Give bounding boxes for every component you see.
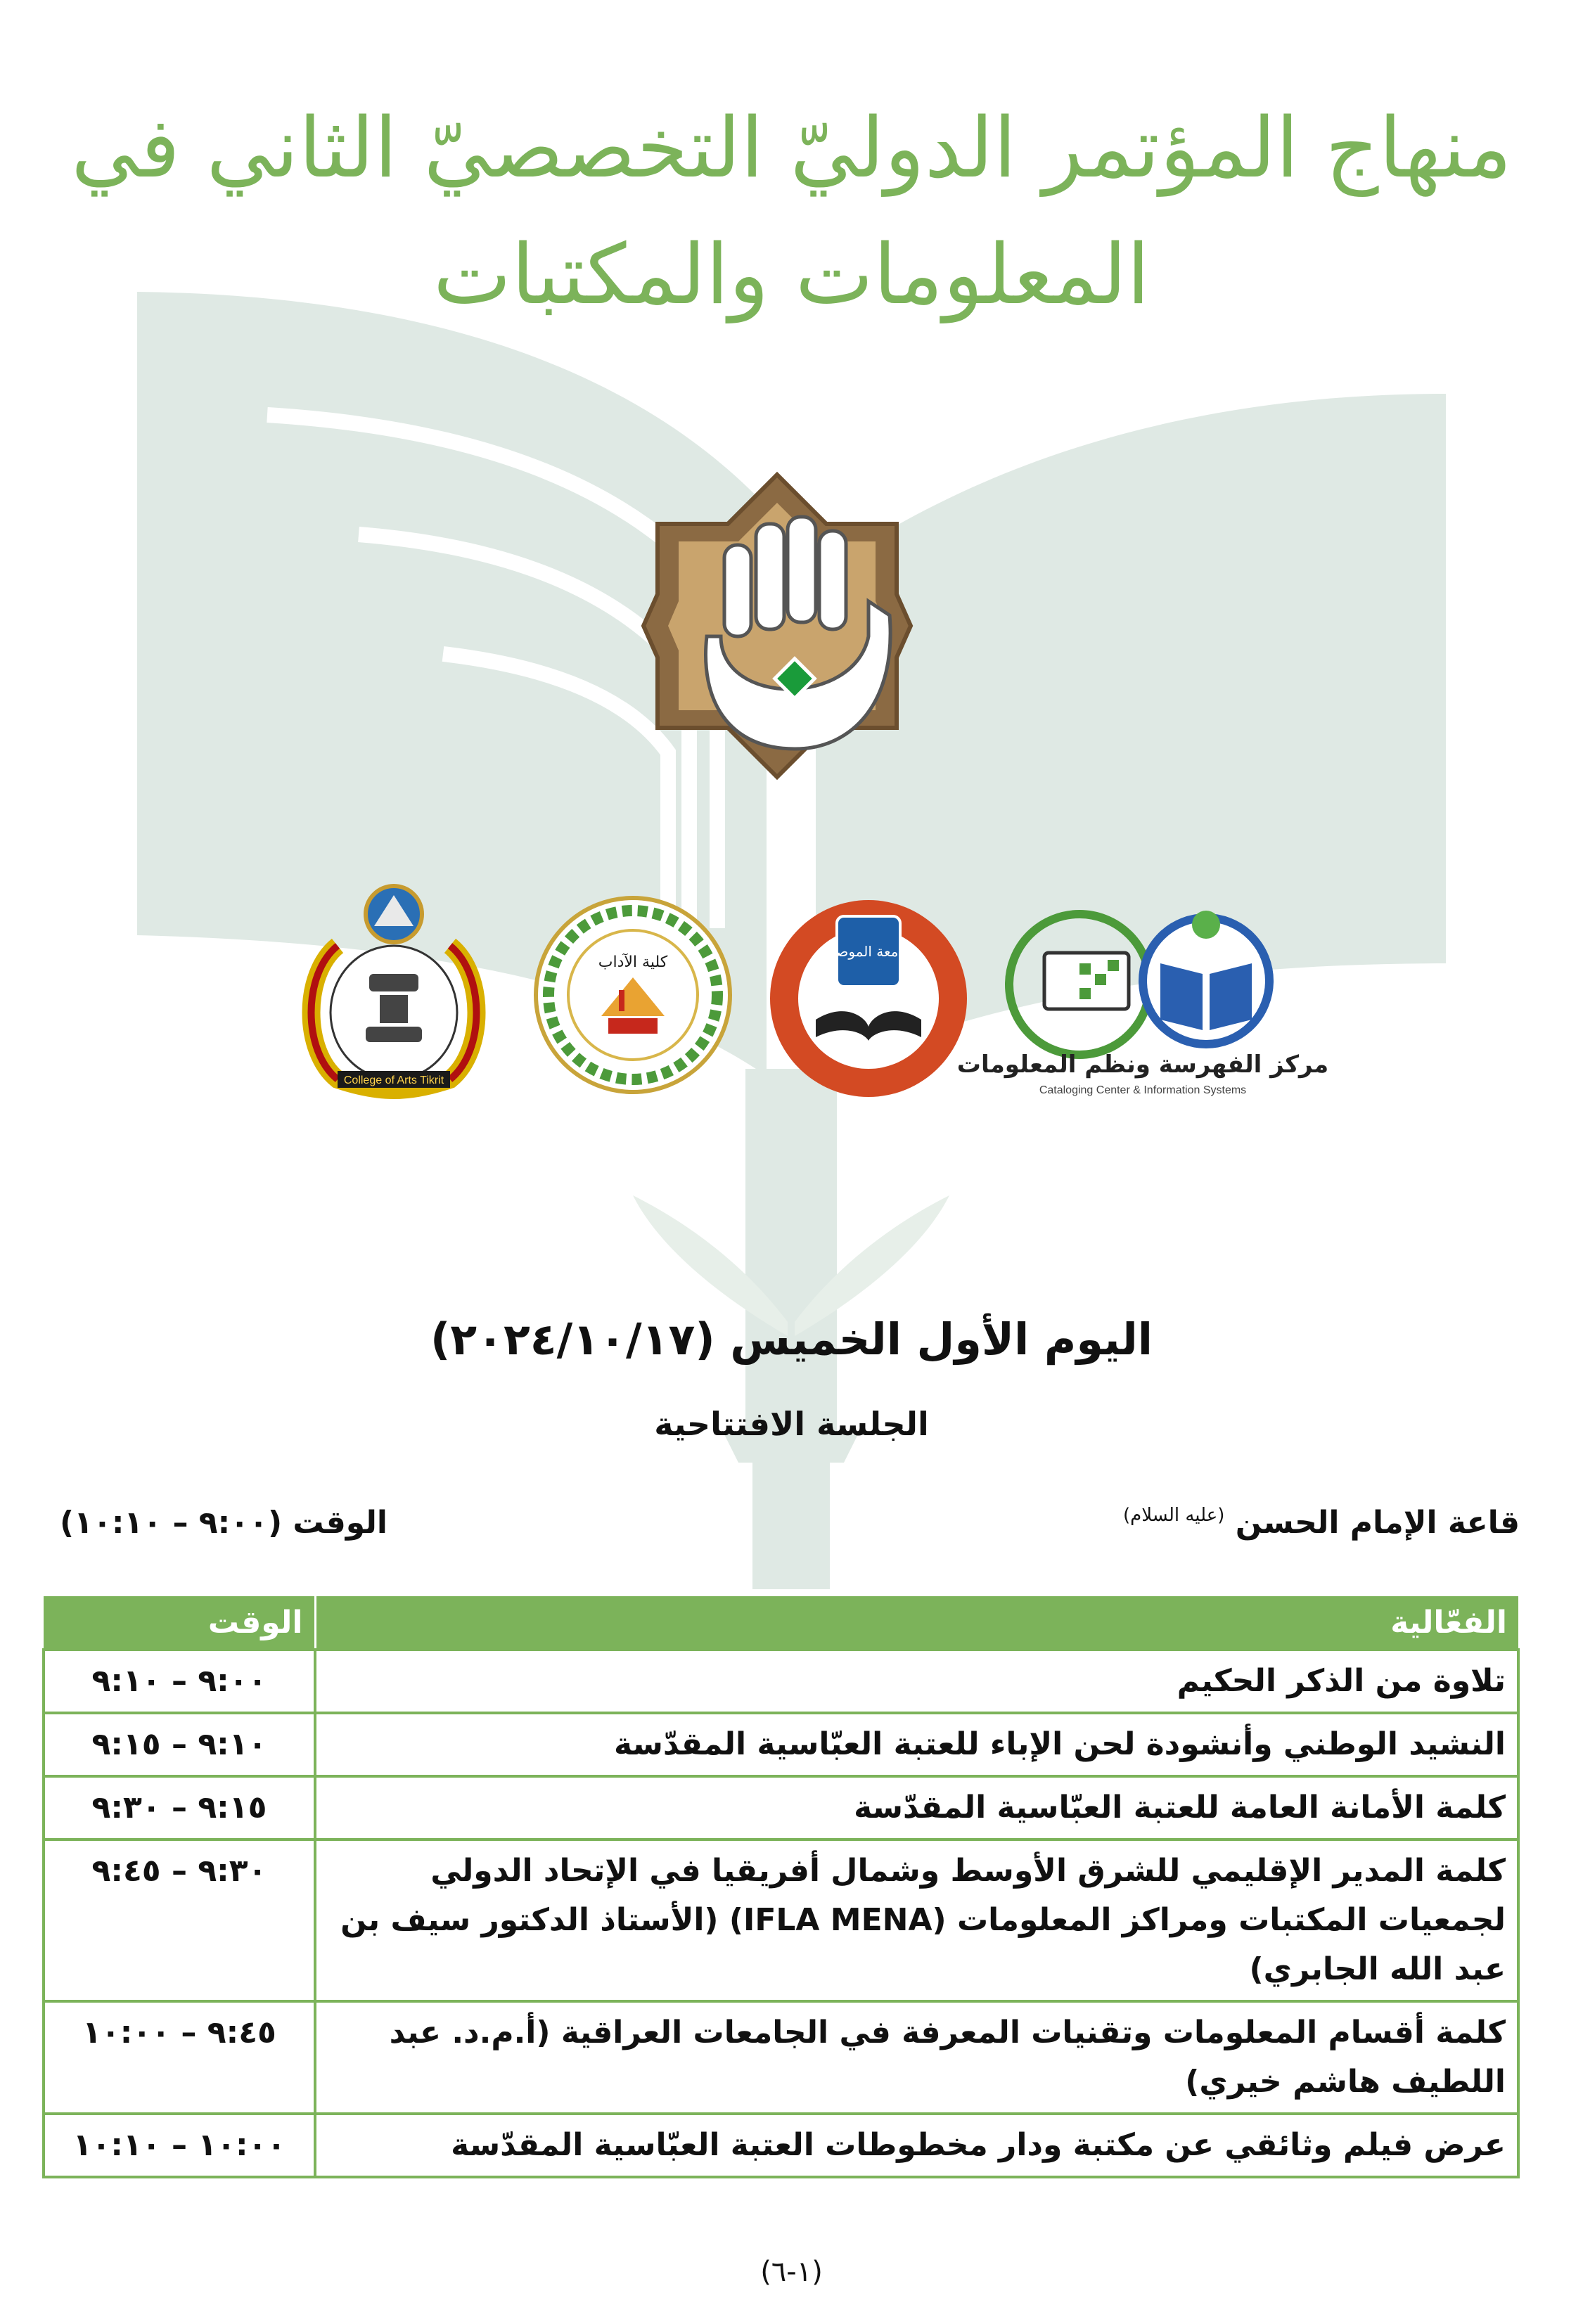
table-row xyxy=(44,1650,1518,1713)
activity-cell: النشيد الوطني وأنشودة لحن الإباء للعتبة العبّاسية المقدّسة xyxy=(315,1713,1518,1776)
cataloging-center-subtext: Cataloging Center & Information Systems xyxy=(1039,1084,1247,1096)
header-time: الوقت xyxy=(44,1596,315,1650)
cataloging-center-text: مركز الفهرسة ونظم المعلومات xyxy=(956,1051,1329,1079)
mosul-logo-text: جامعة الموصل xyxy=(826,943,911,960)
hall-label: قاعة الإمام الحسن xyxy=(1235,1505,1520,1541)
time-cell: ٩:١٥ – ٩:٣٠ xyxy=(44,1776,315,1840)
session-time-range: الوقت (٩:٠٠ – ١٠:١٠) xyxy=(60,1505,387,1541)
table-row xyxy=(44,2114,1518,2177)
time-cell: ٩:٠٠ – ٩:١٠ xyxy=(44,1650,315,1713)
time-cell: ٩:١٠ – ٩:١٥ xyxy=(44,1713,315,1776)
day-heading: اليوم الأول الخميس (٢٠٢٤/١٠/١٧) xyxy=(430,1314,1153,1365)
activity-cell: تلاوة من الذكر الحكيم xyxy=(315,1650,1518,1713)
table-row xyxy=(44,1713,1518,1776)
time-cell: ١٠:٠٠ – ١٠:١٠ xyxy=(44,2114,315,2177)
hall-honorific: (عليه السلام) xyxy=(1123,1505,1225,1526)
university-of-mosul-logo xyxy=(767,897,970,1100)
page-title-line-1: منهاج المؤتمر الدوليّ التخصصيّ الثاني في xyxy=(71,99,1512,196)
hand-emblem-icon xyxy=(643,475,911,777)
table-row xyxy=(44,1776,1518,1840)
page-title-line-2: المعلومات والمكتبات xyxy=(432,226,1151,323)
header-activity: الفعّالية xyxy=(315,1596,1518,1650)
time-cell: ٩:٣٠ – ٩:٤٥ xyxy=(44,1840,315,2001)
activity-cell: كلمة أقسام المعلومات وتقنيات المعرفة في الجامعات العراقية (أ.م.د. عبد اللطيف هاشم خيري) xyxy=(315,2001,1518,2114)
session-title: الجلسة الافتتاحية xyxy=(654,1405,929,1443)
cataloging-center-logo xyxy=(956,904,1329,1100)
college-of-arts-tikrit-logo xyxy=(295,882,492,1093)
hall-name xyxy=(1123,1505,1520,1541)
table-row xyxy=(44,2001,1518,2114)
mustansiriyah-logo-text: كلية الآداب xyxy=(598,954,668,971)
time-cell: ٩:٤٥ – ١٠:٠٠ xyxy=(44,2001,315,2114)
activity-cell: كلمة الأمانة العامة للعتبة العبّاسية المقدّسة xyxy=(315,1776,1518,1840)
page-number: (١-٦) xyxy=(760,2256,823,2288)
activity-cell: كلمة المدير الإقليمي للشرق الأوسط وشمال أفريقيا في الإتحاد الدولي لجمعيات المكتبات ومراكز المعلومات (IFLA MENA) (الأستاذ الدكتور سيف بن عبد الله الجابري) xyxy=(315,1840,1518,2001)
table-row xyxy=(44,1840,1518,2001)
programme-table xyxy=(42,1596,1520,2178)
mustansiriyah-college-of-arts-logo xyxy=(531,893,735,1097)
tikrit-logo-text: College of Arts Tikrit xyxy=(343,1074,444,1086)
table-header-row xyxy=(44,1596,1518,1650)
activity-cell: عرض فيلم وثائقي عن مكتبة ودار مخطوطات العتبة العبّاسية المقدّسة xyxy=(315,2114,1518,2177)
